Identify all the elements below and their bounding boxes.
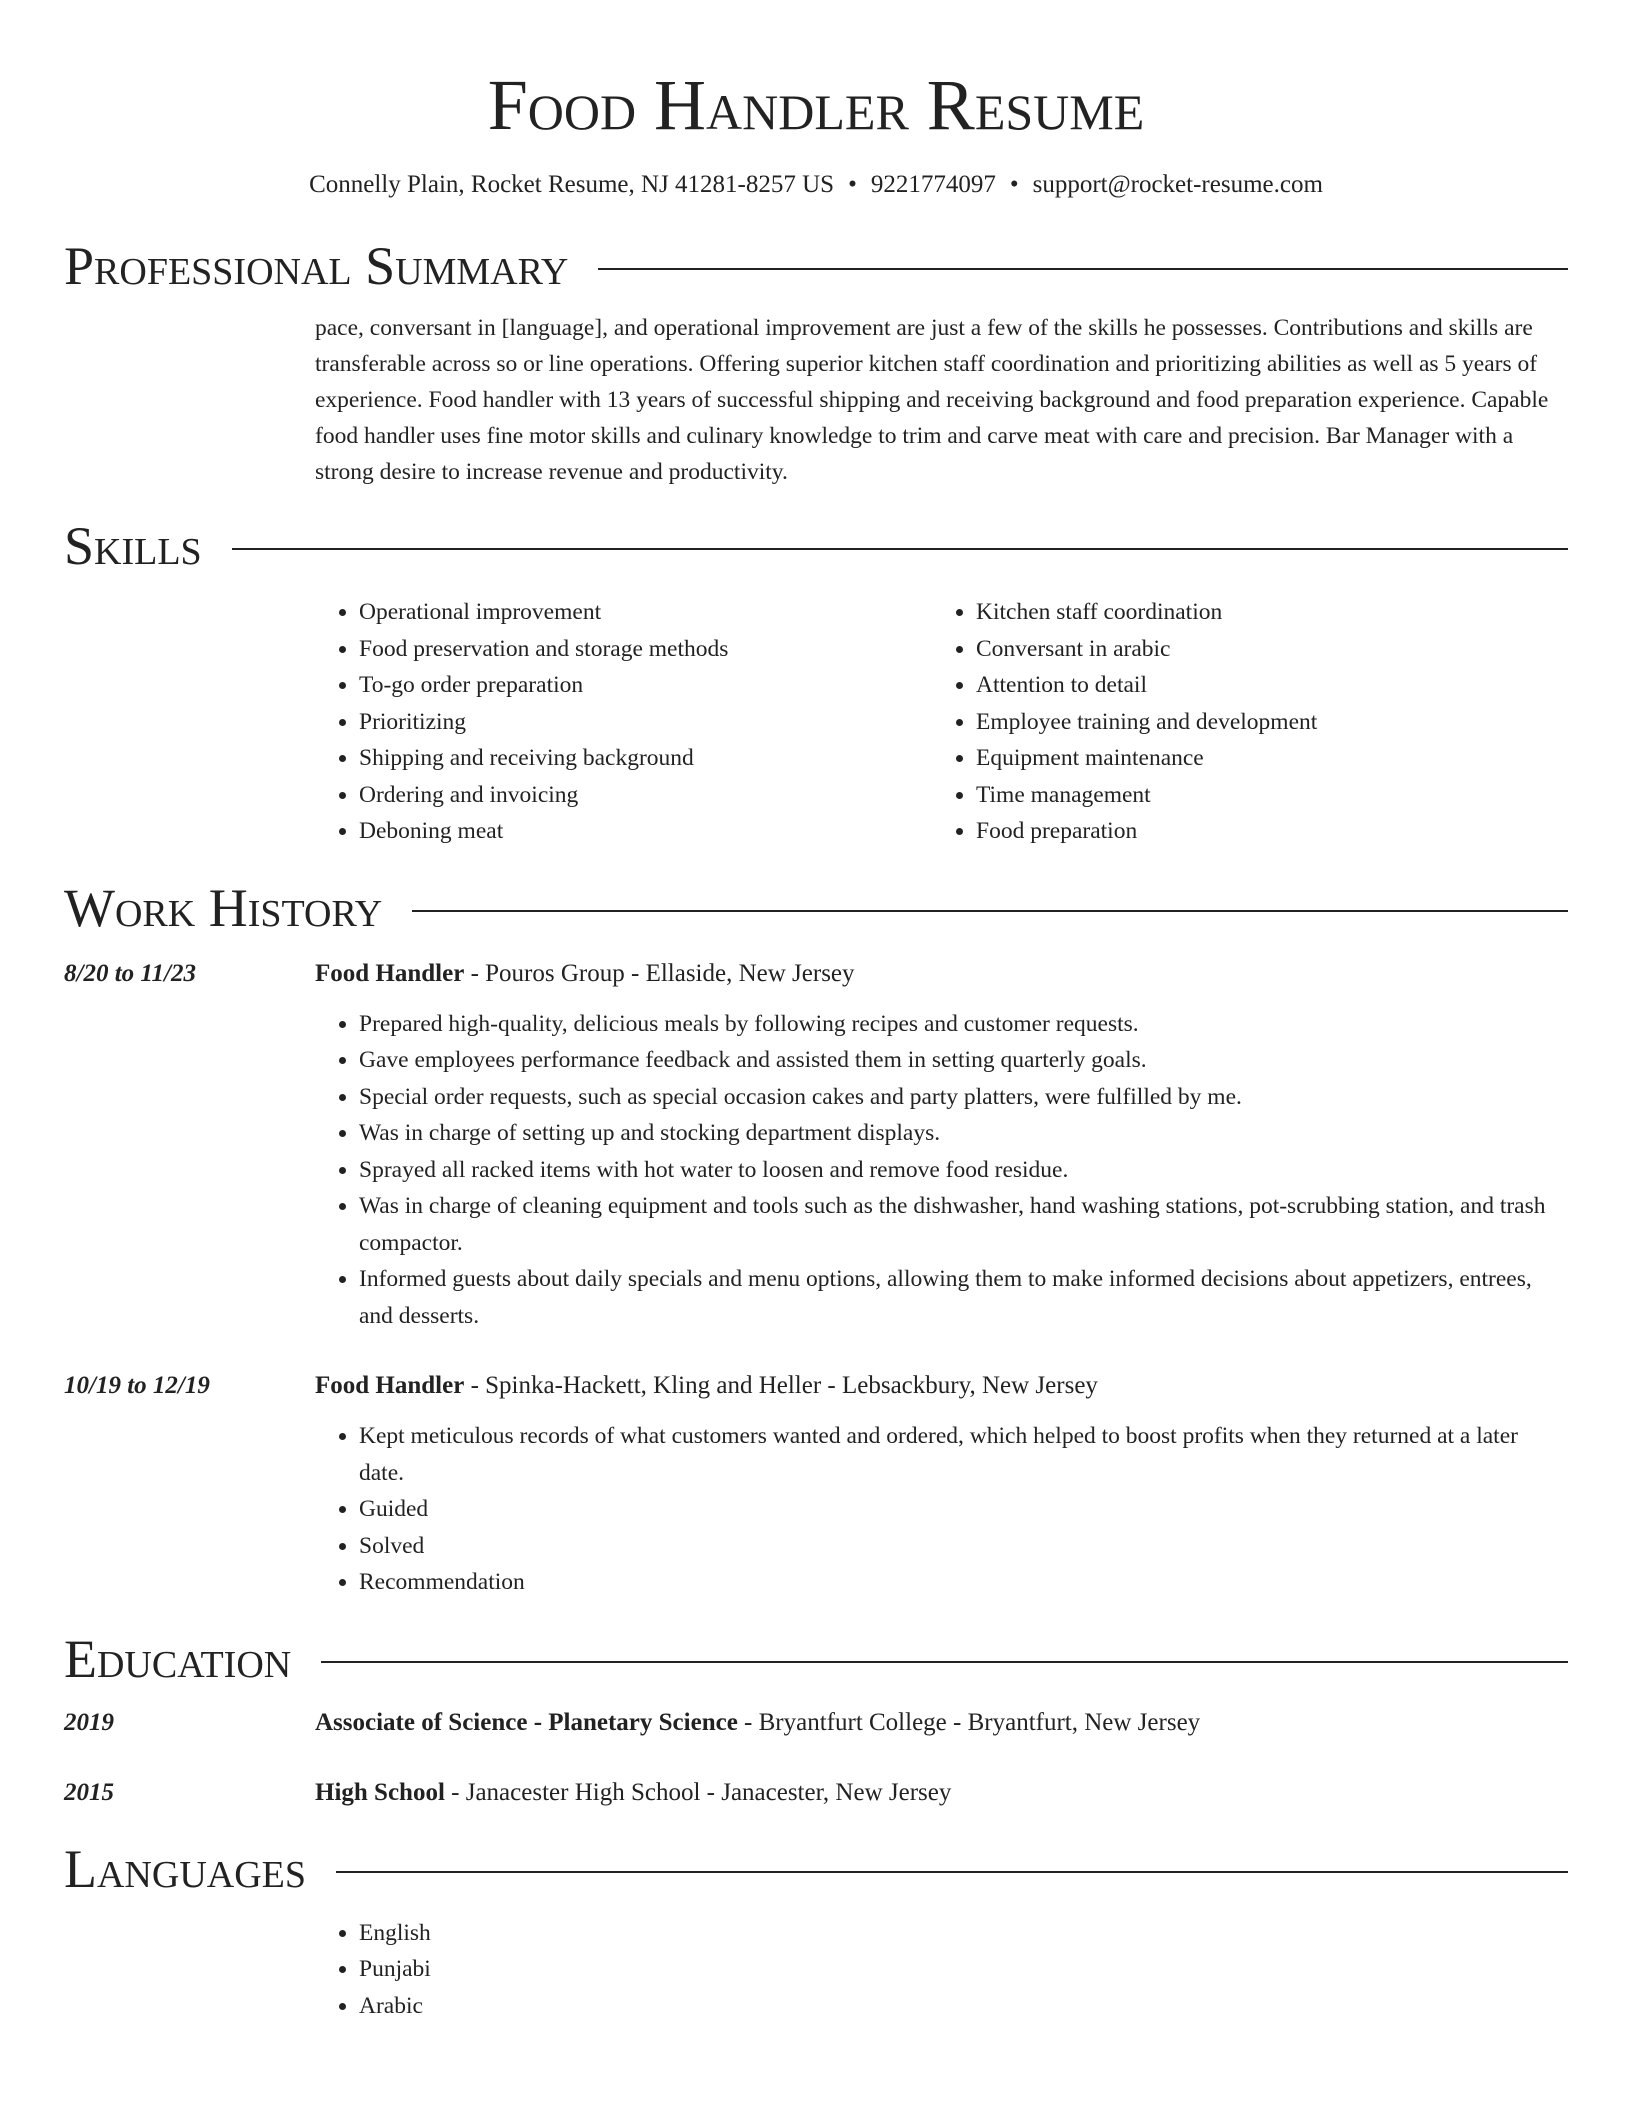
job-bullets [315,1006,1568,1335]
job-heading [315,1368,1098,1404]
job-bullet: • Guided [359,1491,1568,1528]
section-header-languages [64,1837,1568,1901]
section-title-summary: Professional Summary [64,236,569,296]
resume-page [64,0,1568,2024]
education-degree: High School [315,1778,445,1806]
summary-text: pace, conversant in [language], and operational improvement are just a few of the skills he possesses. Contributions and skills are transferable across so or line operations. Offering superior kitchen staff coordination and prioritizing abilities as well as 5 years of experience. Food handler with 13 years of successful shipping and receiving background and food preparation experience. Capable food handler uses fine motor skills and culinary knowledge to trim and carve meat with care and precision. Bar Manager with a strong desire to increase revenue and productivity. [315,315,1549,485]
education-entry [64,1705,1568,1741]
skill-item: • Employee training and development [976,704,1549,741]
resume-title: Food Handler Resume [487,65,1145,145]
contact-separator: • [848,171,857,198]
section-title-work: Work History [64,877,383,938]
section-header-education [64,1627,1568,1691]
job-bullet: • Special order requests, such as special occasion cakes and party platters, were fulfilled by me. [359,1079,1568,1116]
job-heading [315,956,855,992]
job-details: - Pouros Group - Ellaside, New Jersey [464,959,855,987]
job-bullet: • Was in charge of cleaning equipment and tools such as the dishwasher, hand washing stations, pot-scrubbing station, and trash compactor. [359,1188,1568,1261]
language-item: • Punjabi [359,1951,1568,1988]
section-title-education: Education [64,1628,292,1689]
education-year: 2019 [64,1708,114,1736]
skill-item: • Conversant in arabic [976,631,1549,668]
job-bullet: • Gave employees performance feedback and assisted them in setting quarterly goals. [359,1042,1568,1079]
contact-address: Connelly Plain, Rocket Resume, NJ 41281-8257 US [309,171,835,198]
job-entry [64,956,1568,992]
languages-list [315,1915,1568,2025]
job-title: Food Handler [315,1372,465,1399]
skill-item: • Time management [976,777,1549,814]
skill-item: • Shipping and receiving background [359,740,932,777]
job-details: - Spinka-Hackett, Kling and Heller - Lebsackbury, New Jersey [464,1372,1098,1399]
skill-item: • Ordering and invoicing [359,777,932,814]
skill-item: • Attention to detail [976,667,1549,704]
job-entry [64,1368,1568,1404]
section-divider [321,1661,1568,1663]
skill-item: • Equipment maintenance [976,740,1549,777]
section-divider [336,1871,1568,1873]
skill-item: • Deboning meat [359,813,932,850]
skills-list-left [315,594,932,850]
contact-separator: • [1009,171,1019,198]
job-bullet: • Informed guests about daily specials and menu options, allowing them to make informed decisions about appetizers, entrees, and desserts. [359,1261,1568,1334]
job-bullet: • Recommendation [359,1564,1568,1601]
section-title-languages: Languages [64,1838,306,1899]
job-bullets [315,1418,1568,1601]
section-divider [412,910,1568,912]
skills-list-right [932,594,1549,850]
skill-item: • Food preparation [976,813,1549,850]
skills-columns [315,594,1568,850]
contact-phone: 9221774097 [870,171,996,198]
section-header-skills [64,514,1568,578]
education-entry [64,1775,1568,1811]
education-degree: Associate of Science - Planetary Science [315,1708,738,1736]
language-item: • English [359,1915,1568,1952]
job-dates: 8/20 to 11/23 [64,959,196,987]
job-title: Food Handler [315,959,465,987]
job-bullet: • Was in charge of setting up and stocking department displays. [359,1115,1568,1152]
education-heading [315,1705,1200,1741]
job-dates: 10/19 to 12/19 [64,1372,210,1399]
section-header-summary [64,234,1568,298]
skill-item: • To-go order preparation [359,667,932,704]
language-item: • Arabic [359,1988,1568,2025]
skill-item: • Food preservation and storage methods [359,631,932,668]
job-bullet: • Sprayed all racked items with hot water to loosen and remove food residue. [359,1152,1568,1189]
section-header-work [64,876,1568,940]
job-bullet: • Prepared high-quality, delicious meals by following recipes and customer requests. [359,1006,1568,1043]
education-details: - Bryantfurt College - Bryantfurt, New Jersey [737,1708,1201,1736]
section-divider [232,548,1568,550]
education-year: 2015 [64,1778,114,1806]
section-divider [598,268,1568,270]
education-details: - Janacester High School - Janacester, New Jersey [444,1778,952,1806]
education-heading [315,1775,951,1811]
section-title-skills: Skills [64,516,202,576]
skill-item: • Operational improvement [359,594,932,631]
job-bullet: • Kept meticulous records of what customers wanted and ordered, which helped to boost profits when they returned at a later date. [359,1418,1568,1491]
skill-item: • Kitchen staff coordination [976,594,1549,631]
contact-line [64,168,1568,202]
skill-item: • Prioritizing [359,704,932,741]
job-bullet: • Solved [359,1528,1568,1565]
contact-email: support@rocket-resume.com [1032,171,1323,198]
